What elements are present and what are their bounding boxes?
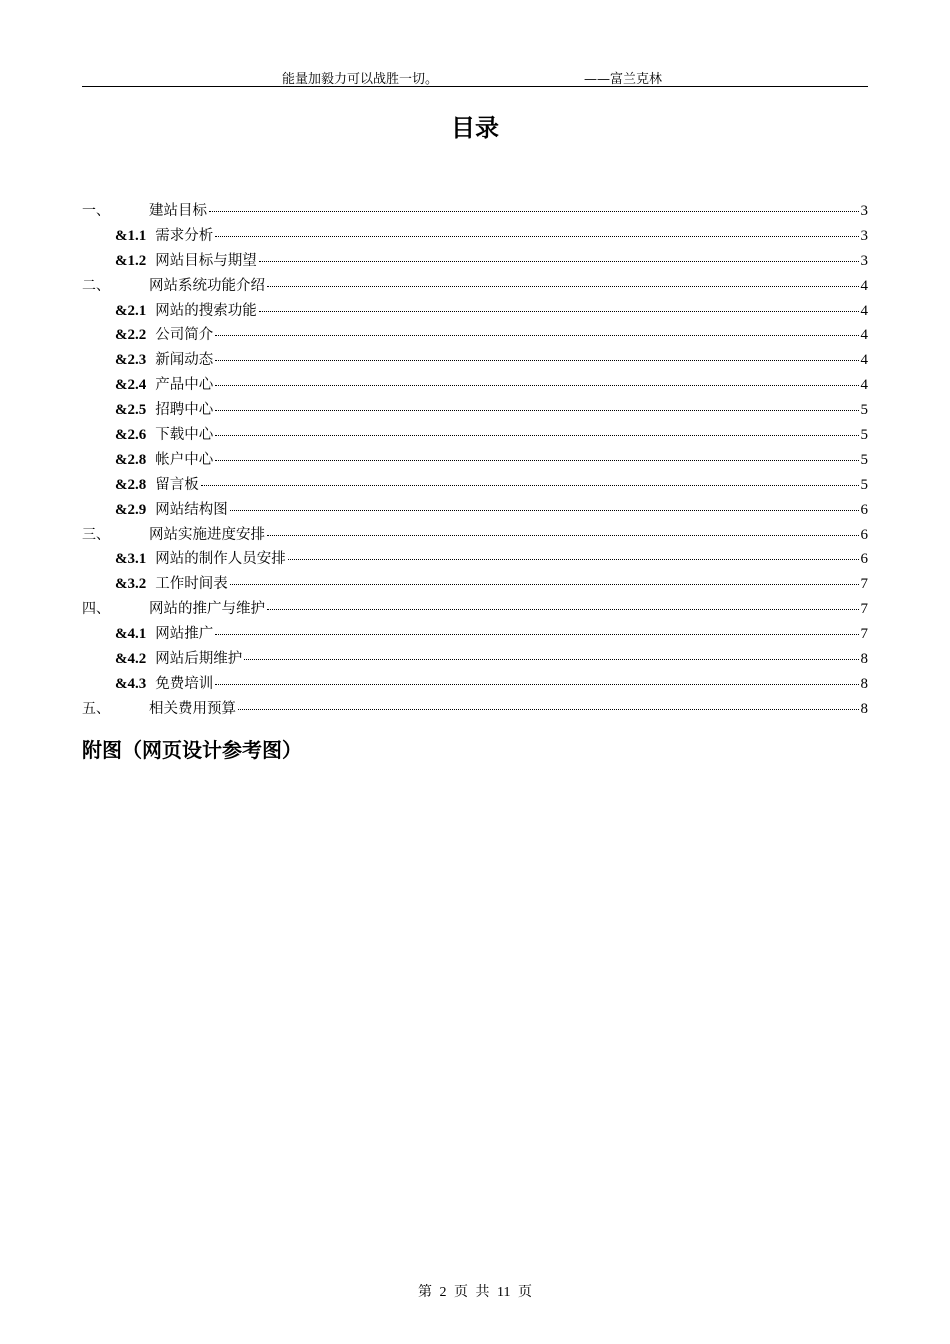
toc-entry-number: 二、 xyxy=(82,277,110,294)
toc-entry-label: 网站系统功能介绍 xyxy=(149,277,265,294)
header-author: ——富兰克林 xyxy=(584,72,663,87)
toc-entry[interactable] xyxy=(82,672,868,697)
appendix-heading: 附图（网页设计参考图） xyxy=(82,738,302,762)
page-header xyxy=(82,66,868,87)
toc-entry-label: 网站的制作人员安排 xyxy=(155,551,286,568)
toc-entry-page: 4 xyxy=(860,352,868,369)
toc-dot-leader xyxy=(215,236,858,237)
toc-entry-page: 6 xyxy=(860,501,868,518)
toc-entry-number: &3.2 xyxy=(115,576,147,593)
toc-entry[interactable] xyxy=(82,323,868,348)
toc-entry-page: 3 xyxy=(860,227,868,244)
toc-dot-leader xyxy=(215,634,858,635)
toc-entry[interactable] xyxy=(82,274,868,299)
header-motto: 能量加毅力可以战胜一切。 xyxy=(282,72,439,87)
toc-entry-number: &2.2 xyxy=(115,327,147,344)
toc-entry-number: &2.1 xyxy=(115,302,147,319)
toc-entry-page: 3 xyxy=(860,203,868,219)
toc-dot-leader xyxy=(209,211,859,212)
toc-entry-number: &2.6 xyxy=(115,427,147,444)
toc-entry[interactable] xyxy=(82,299,868,324)
toc-dot-leader xyxy=(267,286,859,287)
toc-entry-number: &1.2 xyxy=(115,252,147,269)
toc-dot-leader xyxy=(215,335,858,336)
toc-entry-page: 5 xyxy=(860,427,868,444)
toc-entry[interactable] xyxy=(82,622,868,647)
toc-dot-leader xyxy=(215,360,858,361)
toc-entry-number: &2.8 xyxy=(115,451,147,468)
toc-entry-page: 7 xyxy=(860,601,868,618)
toc-entry-page: 4 xyxy=(860,377,868,394)
toc-entry[interactable] xyxy=(82,199,868,224)
toc-entry-page: 8 xyxy=(860,651,868,668)
toc-dot-leader xyxy=(230,584,859,585)
toc-entry-label: 工作时间表 xyxy=(155,576,228,593)
toc-entry-label: 招聘中心 xyxy=(155,402,214,419)
toc-entry-label: 网站结构图 xyxy=(155,501,228,518)
toc-dot-leader xyxy=(259,311,859,312)
toc-dot-leader xyxy=(244,659,858,660)
toc-entry-label: 网站目标与期望 xyxy=(155,252,257,269)
toc-entry-label: 需求分析 xyxy=(155,227,214,244)
toc-entry-number: 四、 xyxy=(82,601,110,618)
toc-entry-label: 下载中心 xyxy=(155,427,214,444)
toc-dot-leader xyxy=(215,385,858,386)
toc-entry-page: 3 xyxy=(860,252,868,269)
toc-entry[interactable] xyxy=(82,249,868,274)
toc-entry-number: &4.3 xyxy=(115,675,147,692)
toc-dot-leader xyxy=(267,609,859,610)
toc-entry-label: 网站推广 xyxy=(155,626,214,643)
table-of-contents xyxy=(82,199,868,722)
toc-entry[interactable] xyxy=(82,523,868,548)
toc-entry-number: &3.1 xyxy=(115,551,147,568)
toc-entry-number: &2.4 xyxy=(115,377,147,394)
toc-title: 目录 xyxy=(451,114,499,142)
toc-entry[interactable] xyxy=(82,373,868,398)
toc-entry-number: &2.9 xyxy=(115,501,147,518)
toc-entry-label: 网站的推广与维护 xyxy=(149,601,265,618)
toc-entry[interactable] xyxy=(82,597,868,622)
toc-dot-leader xyxy=(201,485,859,486)
toc-dot-leader xyxy=(215,410,858,411)
toc-entry-label: 帐户中心 xyxy=(155,451,214,468)
toc-dot-leader xyxy=(230,510,859,511)
toc-entry-label: 免费培训 xyxy=(155,675,214,692)
toc-entry[interactable] xyxy=(82,647,868,672)
toc-entry-page: 4 xyxy=(860,277,868,294)
toc-entry-number: &2.3 xyxy=(115,352,147,369)
toc-entry[interactable] xyxy=(82,547,868,572)
toc-entry-number: &2.5 xyxy=(115,402,147,419)
toc-entry[interactable] xyxy=(82,348,868,373)
toc-dot-leader xyxy=(215,460,858,461)
toc-entry-label: 相关费用预算 xyxy=(149,700,236,717)
toc-entry-page: 6 xyxy=(860,551,868,568)
toc-dot-leader xyxy=(267,535,859,536)
toc-dot-leader xyxy=(215,684,858,685)
toc-dot-leader xyxy=(238,709,859,710)
toc-entry-label: 网站后期维护 xyxy=(155,651,243,668)
toc-entry[interactable] xyxy=(82,473,868,498)
toc-entry-page: 4 xyxy=(860,327,868,344)
toc-entry[interactable] xyxy=(82,697,868,722)
toc-entry-number: &4.1 xyxy=(115,626,147,643)
toc-entry-number: &1.1 xyxy=(115,227,147,244)
toc-entry-page: 7 xyxy=(860,626,868,643)
toc-entry-label: 公司简介 xyxy=(155,327,214,344)
toc-dot-leader xyxy=(259,261,859,262)
toc-entry-label: 建站目标 xyxy=(149,203,207,219)
toc-entry-label: 网站的搜索功能 xyxy=(155,302,257,319)
toc-entry[interactable] xyxy=(82,398,868,423)
toc-entry-number: 五、 xyxy=(82,700,110,717)
toc-entry-number: &4.2 xyxy=(115,651,147,668)
toc-entry-number: 三、 xyxy=(82,526,110,543)
toc-entry[interactable] xyxy=(82,448,868,473)
toc-entry-page: 5 xyxy=(860,402,868,419)
toc-entry-label: 留言板 xyxy=(155,476,199,493)
toc-entry-page: 7 xyxy=(860,576,868,593)
toc-entry-page: 4 xyxy=(860,302,868,319)
page-footer: 第 2 页 共 11 页 xyxy=(418,1285,532,1300)
toc-entry[interactable] xyxy=(82,423,868,448)
toc-entry-page: 8 xyxy=(860,675,868,692)
toc-entry[interactable] xyxy=(82,498,868,523)
toc-entry-label: 产品中心 xyxy=(155,377,214,394)
toc-entry-page: 5 xyxy=(860,476,868,493)
toc-entry-label: 新闻动态 xyxy=(155,352,214,369)
toc-entry-label: 网站实施进度安排 xyxy=(149,526,265,543)
toc-dot-leader xyxy=(215,435,858,436)
toc-entry[interactable] xyxy=(82,224,868,249)
toc-entry-page: 5 xyxy=(860,451,868,468)
toc-dot-leader xyxy=(288,559,859,560)
toc-entry-number: &2.8 xyxy=(115,476,147,493)
toc-entry-number: 一、 xyxy=(82,203,110,219)
toc-entry[interactable] xyxy=(82,572,868,597)
toc-entry-page: 8 xyxy=(860,700,868,717)
toc-entry-page: 6 xyxy=(860,526,868,543)
